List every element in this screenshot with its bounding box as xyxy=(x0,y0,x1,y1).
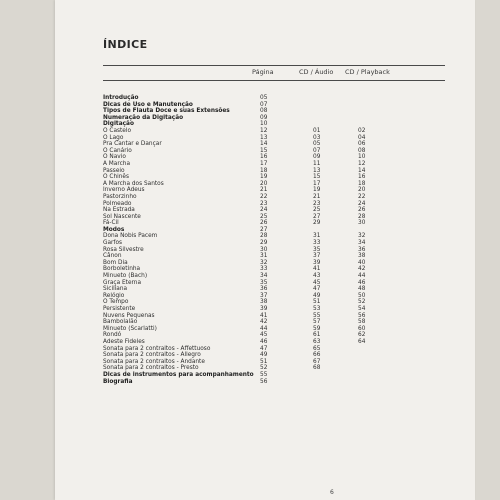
entry-title: Rosa Silvestre xyxy=(103,246,144,253)
entry-page: 18 xyxy=(260,167,268,174)
entry-cd-audio-track: 67 xyxy=(313,358,321,365)
song-row xyxy=(103,201,445,208)
entry-cd-audio-track: 66 xyxy=(313,352,321,359)
entry-cd-playback-track: 20 xyxy=(358,187,366,194)
entry-title: Dicas de instrumentos para acompanhamento xyxy=(103,371,254,378)
entry-page: 55 xyxy=(260,371,268,378)
entry-title: Fá-Cil xyxy=(103,220,119,227)
song-row xyxy=(103,365,445,372)
entry-page: 51 xyxy=(260,358,268,365)
page-number: 6 xyxy=(330,489,334,496)
entry-cd-audio-track: 68 xyxy=(313,365,321,372)
entry-cd-playback-track: 50 xyxy=(358,292,366,299)
entry-cd-playback-track: 64 xyxy=(358,338,366,345)
entry-cd-audio-track: 53 xyxy=(313,306,321,312)
entry-title: A Marcha dos Santos xyxy=(103,180,164,187)
entry-cd-playback-track: 02 xyxy=(358,127,366,134)
entry-cd-playback-track: 12 xyxy=(358,160,366,167)
entry-cd-audio-track: 13 xyxy=(313,167,321,174)
entry-page: 32 xyxy=(260,259,268,266)
section-row xyxy=(103,227,445,234)
section-row xyxy=(103,379,445,386)
entry-cd-playback-track: 58 xyxy=(358,319,366,326)
section-row xyxy=(103,108,445,115)
entry-page: 35 xyxy=(260,279,268,286)
entry-cd-audio-track: 17 xyxy=(313,180,321,187)
entry-page: 34 xyxy=(260,273,268,280)
song-row xyxy=(103,319,445,326)
entry-cd-audio-track: 41 xyxy=(313,266,321,273)
song-row xyxy=(103,293,445,300)
entry-cd-audio-track: 25 xyxy=(313,207,321,214)
section-row xyxy=(103,372,445,379)
entry-title: Minueto (Scarlatti) xyxy=(103,325,157,332)
song-row xyxy=(103,253,445,260)
entry-cd-playback-track: 04 xyxy=(358,134,366,141)
song-row xyxy=(103,148,445,155)
entry-cd-playback-track: 14 xyxy=(358,167,366,174)
song-row xyxy=(103,332,445,339)
entry-page: 56 xyxy=(260,378,268,385)
entry-title: O Chinês xyxy=(103,174,129,181)
column-header-audio: CD / Áudio xyxy=(299,68,334,76)
song-row xyxy=(103,174,445,181)
entry-cd-playback-track: 36 xyxy=(358,246,366,253)
entry-title: Bambolalão xyxy=(103,319,138,326)
entry-cd-playback-track: 52 xyxy=(358,299,366,306)
entry-page: 07 xyxy=(260,101,268,108)
song-row xyxy=(103,339,445,346)
entry-cd-audio-track: 07 xyxy=(313,147,321,154)
entry-cd-playback-track: 54 xyxy=(358,306,366,312)
entry-page: 19 xyxy=(260,174,268,181)
entry-cd-playback-track: 60 xyxy=(358,325,366,332)
entry-title: Sonata para 2 contraltos - Presto xyxy=(103,365,199,372)
song-row xyxy=(103,359,445,366)
entry-page: 21 xyxy=(260,187,268,194)
entry-cd-playback-track: 16 xyxy=(358,174,366,181)
entry-cd-playback-track: 46 xyxy=(358,279,366,286)
song-row xyxy=(103,207,445,214)
entry-title: Inverno Adeus xyxy=(103,187,145,194)
song-row xyxy=(103,128,445,135)
entry-cd-audio-track: 01 xyxy=(313,127,321,134)
entry-page: 05 xyxy=(260,95,268,101)
entry-title: Persistente xyxy=(103,306,136,312)
entry-cd-audio-track: 03 xyxy=(313,134,321,141)
entry-cd-playback-track: 44 xyxy=(358,273,366,280)
entry-cd-audio-track: 11 xyxy=(313,160,321,167)
section-row xyxy=(103,95,445,102)
entry-title: Numeração da Digitação xyxy=(103,114,184,121)
entry-page: 44 xyxy=(260,325,268,332)
entry-cd-audio-track: 47 xyxy=(313,286,321,293)
entry-cd-playback-track: 18 xyxy=(358,180,366,187)
entry-cd-playback-track: 24 xyxy=(358,200,366,207)
entry-title: Modos xyxy=(103,226,125,233)
entry-page: 47 xyxy=(260,345,268,352)
entry-title: O Tempo xyxy=(103,299,129,306)
entry-title: Cânon xyxy=(103,253,122,260)
entry-page: 52 xyxy=(260,365,268,372)
entry-title: O Castelo xyxy=(103,127,132,134)
song-row xyxy=(103,168,445,175)
entry-cd-audio-track: 23 xyxy=(313,200,321,207)
entry-cd-playback-track: 28 xyxy=(358,213,366,220)
entry-title: Na Estrada xyxy=(103,207,135,214)
entry-cd-audio-track: 21 xyxy=(313,193,321,200)
entry-title: O Lago xyxy=(103,134,124,141)
entry-cd-playback-track: 34 xyxy=(358,240,366,247)
header-divider xyxy=(103,80,445,81)
song-row xyxy=(103,181,445,188)
entry-title: Digitação xyxy=(103,121,134,128)
song-row xyxy=(103,220,445,227)
entry-page: 14 xyxy=(260,141,268,148)
song-row xyxy=(103,352,445,359)
song-row xyxy=(103,286,445,293)
entry-cd-playback-track: 06 xyxy=(358,141,366,148)
song-row xyxy=(103,266,445,273)
section-row xyxy=(103,115,445,122)
entry-page: 45 xyxy=(260,332,268,339)
entry-page: 25 xyxy=(260,213,268,220)
song-row xyxy=(103,240,445,247)
entry-page: 17 xyxy=(260,160,268,167)
entry-cd-audio-track: 45 xyxy=(313,279,321,286)
entry-title: Pra Cantar e Dançar xyxy=(103,141,162,148)
entry-cd-audio-track: 61 xyxy=(313,332,321,339)
entry-cd-audio-track: 31 xyxy=(313,233,321,240)
entry-page: 16 xyxy=(260,154,268,161)
column-header-page: Página xyxy=(252,68,274,76)
entry-page: 31 xyxy=(260,253,268,260)
entry-title: Sol Nascente xyxy=(103,213,141,220)
entry-page: 15 xyxy=(260,147,268,154)
entry-title: Rondó xyxy=(103,332,122,339)
entry-title: O Navio xyxy=(103,154,126,161)
song-row xyxy=(103,306,445,313)
song-row xyxy=(103,299,445,306)
entry-cd-audio-track: 55 xyxy=(313,312,321,319)
song-row xyxy=(103,214,445,221)
song-row xyxy=(103,161,445,168)
entry-page: 08 xyxy=(260,108,268,115)
entry-cd-playback-track: 22 xyxy=(358,193,366,200)
entry-page: 30 xyxy=(260,246,268,253)
entry-cd-audio-track: 37 xyxy=(313,253,321,260)
entry-page: 33 xyxy=(260,266,268,273)
song-row xyxy=(103,313,445,320)
song-row xyxy=(103,141,445,148)
entry-page: 29 xyxy=(260,240,268,247)
entry-cd-audio-track: 43 xyxy=(313,273,321,280)
entry-page: 38 xyxy=(260,299,268,306)
entry-page: 12 xyxy=(260,127,268,134)
entry-page: 41 xyxy=(260,312,268,319)
entry-cd-playback-track: 26 xyxy=(358,207,366,214)
entry-page: 24 xyxy=(260,207,268,214)
entry-cd-audio-track: 39 xyxy=(313,259,321,266)
entry-cd-audio-track: 65 xyxy=(313,345,321,352)
entry-cd-audio-track: 27 xyxy=(313,213,321,220)
entry-cd-audio-track: 15 xyxy=(313,174,321,181)
entry-title: Tipos de Flauta Doce e suas Extensões xyxy=(103,108,230,115)
entry-page: 49 xyxy=(260,352,268,359)
entry-title: Adeste Fideles xyxy=(103,338,145,345)
entry-cd-playback-track: 56 xyxy=(358,312,366,319)
entry-title: Bom Dia xyxy=(103,259,128,266)
song-row xyxy=(103,194,445,201)
song-row xyxy=(103,233,445,240)
entry-cd-audio-track: 29 xyxy=(313,220,321,227)
title-divider xyxy=(103,65,445,66)
page-title: ÍNDICE xyxy=(103,38,148,51)
song-row xyxy=(103,326,445,333)
entry-page: 36 xyxy=(260,286,268,293)
entry-title: Nuvens Pequenas xyxy=(103,312,155,319)
entry-title: Polmeado xyxy=(103,200,132,207)
entry-title: Sonata para 2 contraltos - Andante xyxy=(103,358,205,365)
entry-cd-playback-track: 30 xyxy=(358,220,366,227)
entry-page: 27 xyxy=(260,226,268,233)
entry-cd-playback-track: 38 xyxy=(358,253,366,260)
entry-page: 46 xyxy=(260,338,268,345)
entry-cd-playback-track: 40 xyxy=(358,259,366,266)
entry-cd-playback-track: 48 xyxy=(358,286,366,293)
entry-title: A Marcha xyxy=(103,160,131,167)
entry-page: 37 xyxy=(260,292,268,299)
entry-title: O Canário xyxy=(103,147,132,154)
entry-title: Borboletinha xyxy=(103,266,141,273)
section-row xyxy=(103,121,445,128)
entry-page: 26 xyxy=(260,220,268,227)
book-page xyxy=(55,0,475,500)
entry-cd-playback-track: 32 xyxy=(358,233,366,240)
entry-title: Passeio xyxy=(103,167,125,174)
entry-cd-audio-track: 35 xyxy=(313,246,321,253)
entry-page: 28 xyxy=(260,233,268,240)
entry-page: 39 xyxy=(260,306,268,312)
entry-title: Pastorzinho xyxy=(103,193,137,200)
entry-cd-audio-track: 09 xyxy=(313,154,321,161)
entry-page: 20 xyxy=(260,180,268,187)
song-row xyxy=(103,260,445,267)
entry-cd-audio-track: 51 xyxy=(313,299,321,306)
column-header-playback: CD / Playback xyxy=(345,68,390,76)
entry-page: 23 xyxy=(260,200,268,207)
entry-title: Sonata para 2 contraltos - Affettuoso xyxy=(103,345,211,352)
entry-cd-playback-track: 10 xyxy=(358,154,366,161)
entry-cd-audio-track: 63 xyxy=(313,338,321,345)
entry-page: 13 xyxy=(260,134,268,141)
entry-cd-playback-track: 08 xyxy=(358,147,366,154)
entry-title: Garfos xyxy=(103,240,123,247)
entry-cd-playback-track: 62 xyxy=(358,332,366,339)
entry-cd-audio-track: 05 xyxy=(313,141,321,148)
song-row xyxy=(103,135,445,142)
song-row xyxy=(103,273,445,280)
entry-cd-audio-track: 33 xyxy=(313,240,321,247)
entry-title: Sonata para 2 contraltos - Allegro xyxy=(103,352,201,359)
entry-title: Dicas de Uso e Manutenção xyxy=(103,101,193,108)
entry-cd-playback-track: 42 xyxy=(358,266,366,273)
entry-title: Relógio xyxy=(103,292,125,299)
song-row xyxy=(103,346,445,353)
song-row xyxy=(103,154,445,161)
entry-page: 10 xyxy=(260,121,268,128)
song-row xyxy=(103,187,445,194)
song-row xyxy=(103,247,445,254)
entry-cd-audio-track: 59 xyxy=(313,325,321,332)
entry-page: 42 xyxy=(260,319,268,326)
entry-title: Graça Eterna xyxy=(103,279,142,286)
section-row xyxy=(103,102,445,109)
entry-cd-audio-track: 49 xyxy=(313,292,321,299)
entry-page: 09 xyxy=(260,114,268,121)
entry-title: Dona Nobis Pacem xyxy=(103,233,158,240)
index-table xyxy=(103,95,445,385)
entry-cd-audio-track: 57 xyxy=(313,319,321,326)
song-row xyxy=(103,280,445,287)
entry-title: Biografia xyxy=(103,378,133,385)
entry-title: Siciliana xyxy=(103,286,128,293)
entry-page: 22 xyxy=(260,193,268,200)
entry-title: Minueto (Bach) xyxy=(103,273,148,280)
entry-cd-audio-track: 19 xyxy=(313,187,321,194)
entry-title: Introdução xyxy=(103,95,139,101)
